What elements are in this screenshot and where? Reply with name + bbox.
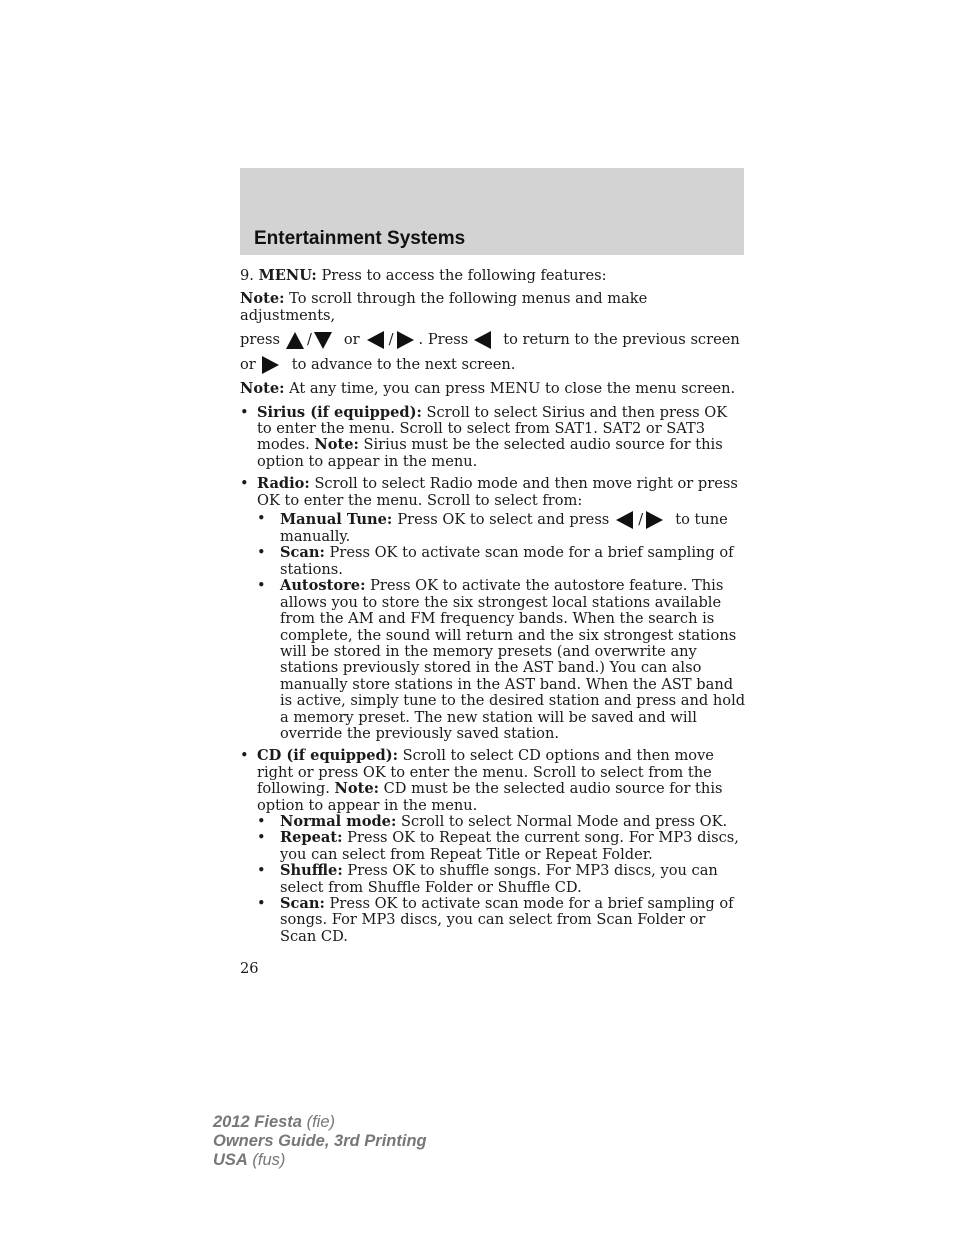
left-arrow-icon xyxy=(474,331,491,349)
cd-note: CD must be the selected audio source for this option to appear in the menu. xyxy=(257,780,723,814)
menu-text: Press to access the following features: xyxy=(321,267,607,284)
slash: / xyxy=(306,331,312,349)
radio-sublist xyxy=(257,511,746,742)
list-item-sirius xyxy=(240,405,746,471)
footer xyxy=(213,1113,427,1170)
radio-label: Radio: xyxy=(257,475,310,493)
repeat-label: Repeat: xyxy=(280,829,343,847)
menu-label: MENU: xyxy=(258,267,317,284)
sirius-note: Sirius must be the selected audio source for this option to appear in the menu. xyxy=(257,436,723,470)
list-item-repeat xyxy=(257,830,746,863)
footer-line-1 xyxy=(213,1113,427,1132)
normal-mode-label: Normal mode: xyxy=(280,812,397,830)
menu-item-paragraph xyxy=(240,268,746,284)
cd-text: Scroll to select CD options and then move right or press OK to enter the menu. Scroll to select from the following. xyxy=(257,747,714,798)
slash: / xyxy=(388,331,394,349)
sirius-label: Sirius (if equipped): xyxy=(257,403,422,421)
scan-label: Scan: xyxy=(280,895,325,912)
return-text: to return to the previous screen xyxy=(503,331,740,349)
note-text: At any time, you can press MENU to close the menu screen. xyxy=(289,380,736,398)
scan-text: Press OK to activate scan mode for a brief sampling of stations. xyxy=(280,544,734,578)
normal-mode-text: Scroll to select Normal Mode and press OK. xyxy=(400,812,728,830)
note-press-line xyxy=(240,330,746,350)
cd-label: CD (if equipped): xyxy=(257,747,398,765)
note-label: Note: xyxy=(314,436,359,454)
note-label: Note: xyxy=(240,380,285,398)
section-title: Entertainment Systems xyxy=(254,228,466,249)
footer-line-3 xyxy=(213,1151,427,1170)
list-item-cd-scan xyxy=(257,896,746,945)
page-number: 26 xyxy=(240,960,259,977)
scan-text: Press OK to activate scan mode for a brief sampling of songs. For MP3 discs, you can select from Scan Folder or Scan CD. xyxy=(280,895,734,945)
right-arrow-icon xyxy=(262,356,279,374)
list-item-manual-tune xyxy=(257,511,746,545)
down-arrow-icon xyxy=(314,332,332,349)
autostore-label: Autostore: xyxy=(280,577,366,595)
right-arrow-icon xyxy=(646,511,663,529)
manual-tune-label: • Manual Tune: xyxy=(280,510,393,528)
press-word: . Press xyxy=(418,331,469,349)
press-word: press xyxy=(240,331,280,349)
or-word: or xyxy=(343,331,360,349)
note-text: To scroll through the following menus and make adjustments, xyxy=(240,290,648,324)
footer-model: 2012 Fiesta xyxy=(213,1113,302,1131)
manual-tune-text: manually. xyxy=(280,528,351,546)
note-scroll xyxy=(240,291,746,324)
manual-tune-text: to tune xyxy=(675,510,728,528)
slash: / xyxy=(638,510,644,528)
left-arrow-icon xyxy=(367,331,384,349)
up-arrow-icon xyxy=(286,332,304,349)
shuffle-label: Shuffle: xyxy=(280,862,343,880)
manual-tune-line xyxy=(280,511,746,529)
scan-label: Scan: xyxy=(280,544,325,562)
list-item-normal-mode xyxy=(257,814,746,830)
list-item-scan xyxy=(257,545,746,578)
note-label: Note: xyxy=(240,290,285,308)
footer-market: USA xyxy=(213,1151,248,1169)
sirius-text: Scroll to select Sirius and then press OK to enter the menu. Scroll to select from SAT1. SAT2 or SAT3 modes. xyxy=(257,403,728,454)
note-advance-line xyxy=(240,355,746,375)
note-close-menu xyxy=(240,381,746,397)
list-item-cd xyxy=(240,748,746,945)
page-content xyxy=(240,268,746,945)
list-item-radio xyxy=(240,476,746,742)
radio-text: Scroll to select Radio mode and then move right or press OK to enter the menu. Scroll to select from: xyxy=(257,475,738,509)
list-item-shuffle xyxy=(257,863,746,896)
left-arrow-icon xyxy=(616,511,633,529)
cd-sublist xyxy=(257,814,746,945)
right-arrow-icon xyxy=(397,331,414,349)
note-label: Note: xyxy=(334,780,379,798)
item-number: 9. xyxy=(240,267,254,284)
or-word: or xyxy=(240,356,256,374)
shuffle-text: Press OK to shuffle songs. For MP3 discs, you can select from Shuffle Folder or Shuffle CD. xyxy=(280,862,718,896)
footer-line-2: Owners Guide, 3rd Printing xyxy=(213,1132,427,1150)
repeat-text: Press OK to Repeat the current song. For MP3 discs, you can select from Repeat Title or Repeat Folder. xyxy=(280,829,739,863)
advance-text: to advance to the next screen. xyxy=(291,356,516,374)
list-item-autostore xyxy=(257,578,746,742)
footer-market-code: (fus) xyxy=(247,1151,286,1169)
footer-model-code: (fie) xyxy=(301,1113,335,1131)
feature-list xyxy=(240,405,746,946)
autostore-text: Press OK to activate the autostore feature. This allows you to store the six strongest local stations available from the AM and FM frequency bands. When the search is complete, the sound will return and the six strongest stations will be stored in the memory presets (and overwrite any stations previously stored in the AST band.) You can also manually store stations in the AST band. When the AST band is active, simply tune to the desired station and press and hold a memory preset. The new station will be saved and will override the previously saved station. xyxy=(280,577,746,742)
manual-tune-text: Press OK to select and press xyxy=(397,510,610,528)
